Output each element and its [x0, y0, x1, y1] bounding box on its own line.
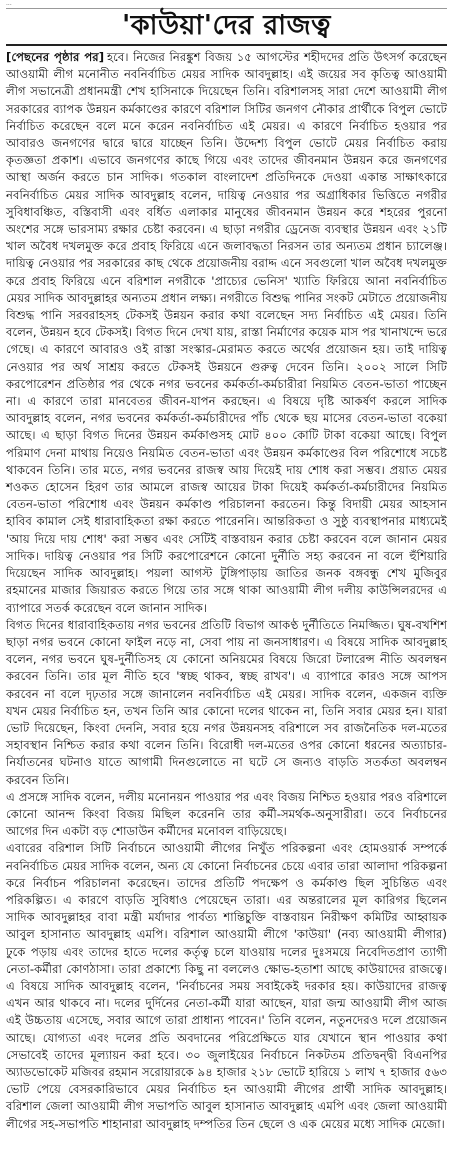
article-paragraph: [6, 49, 447, 617]
previous-article-strip: ...: [6, 0, 447, 9]
paragraph-text: হবে। নিজের নিরঙ্কুশ বিজয় ১৫ আগস্টের শহীদদের প্রতি উৎসর্গ করেছেন আওয়ামী লীগ মনোনীত নবনির্বাচিত মেয়র সাদিক আবদুল্লাহ। এই জয়ের সব কৃতিত্ব আওয়ামী লীগ সভানেত্রী প্রধানমন্ত্রী শেখ হাসিনাকে দিয়েছেন তিনি। বরিশালসহ সারা দেশে আওয়ামী লীগ সরকারের ব্যাপক উন্নয়ন কর্মকাণ্ডের কারণে বরিশাল সিটির জনগণ নৌকার প্রার্থীকে বিপুল ভোটে নির্বাচিত করেছেন বলে মনে করেন নবনির্বাচিত এই মেয়র। এ কারণে নির্বাচিত হওয়ার পর আবারও জনগণের দ্বারে দ্বারে যাচ্ছেন তিনি। উদ্দেশ্য বিপুল ভোটে মেয়র নির্বাচিত করায় কৃতজ্ঞতা প্রকাশ। এভাবে জনগণের কাছে গিয়ে এবং তাদের জীবনমান উন্নয়ন করে জনগণের আস্থা অর্জন করতে চান সাদিক। গতকাল বাংলাদেশ প্রতিদিনকে দেওয়া একান্ত সাক্ষাৎকারে নবনির্বাচিত মেয়র সাদিক আবদুল্লাহ বলেন, দায়িত্ব নেওয়ার পর অগ্রাধিকার ভিত্তিতে নগরীর সুবিধাবঞ্চিত, বস্তিবাসী এবং বর্ধিত এলাকার মানুষের জীবনমান উন্নয়ন করে শহরের পুরনো অংশের সঙ্গে ভারসাম্য রক্ষার চেষ্টা করবেন। এ ছাড়া নগরীর ড্রেনেজ ব্যবস্থার উন্নয়ন এবং ২১টি খাল অবৈধ দখলমুক্ত করে প্রবাহ ফিরিয়ে এনে জলাবদ্ধতা নিরসন তার অন্যতম প্রধান চ্যালেঞ্জ। দায়িত্ব নেওয়ার পর সরকারের কাছ থেকে প্রয়োজনীয় বরাদ্দ এনে সবগুলো খাল অবৈধ দখলমুক্ত করে প্রবাহ ফিরিয়ে এনে বরিশাল নগরীকে 'প্রাচ্যের ভেনিস' খ্যাতি ফিরিয়ে আনা নবনির্বাচিত মেয়র সাদিক আবদুল্লাহর অন্যতম প্রধান লক্ষ্য। নগরীতে বিশুদ্ধ পানির সংকট মেটাতে প্রয়োজনীয় বিশুদ্ধ পানি সরবরাহসহ টেকসই উন্নয়ন করার কথা বলেছেন সদ্য নির্বাচিত এই মেয়র। তিনি বলেন, উন্নয়ন হবে টেকসই। বিগত দিনে দেখা যায়, রাস্তা নির্মাণের কয়েক মাস পর খানাখন্দে ভরে গেছে। এ কারণে আবারও ওই রাস্তা সংস্কার-মেরামত করতে অর্থের প্রয়োজন হয়। তাই দায়িত্ব নেওয়ার পর অর্থ সাশ্রয় করতে টেকসই উন্নয়নে গুরুত্ব দেবেন তিনি। ২০০২ সালে সিটি করপোরেশন প্রতিষ্ঠার পর থেকে নগর ভবনের কর্মকর্তা-কর্মচারীরা নিয়মিত বেতন-ভাতা পাচ্ছেন না। এ কারণে তারা মানবেতর জীবন-যাপন করছেন। এ বিষয়ে দৃষ্টি আকর্ষণ করলে সাদিক আবদুল্লাহ বলেন, নগর ভবনের কর্মকর্তা-কর্মচারীদের পাঁচ থেকে ছয় মাসের বেতন-ভাতা বকেয়া আছে। এ ছাড়া বিগত দিনের উন্নয়ন কর্মকাণ্ডসহ মোট ৪০০ কোটি টাকা বকেয়া আছে। বিপুল পরিমাণ দেনা মাথায় নিয়েও নিয়মিত বেতন-ভাতা এবং উন্নয়ন কর্মকাণ্ডের বিল পরিশোধে সচেষ্ট থাকবেন তিনি। তার মতে, নগর ভবনের রাজস্ব আয় দিয়েই দায় শোধ করা সম্ভব। প্রয়াত মেয়র শওকত হোসেন হিরণ তার আমলে রাজস্ব আয়ের টাকা দিয়েই কর্মকর্তা-কর্মচারীদের নিয়মিত বেতন-ভাতা পরিশোধ এবং উন্নয়ন কর্মকাণ্ড পরিচালনা করতেন। কিন্তু বিদায়ী মেয়র আহসান হাবিব কামাল সেই ধারাবাহিকতা রক্ষা করতে পারেননি। আন্তরিকতা ও সুষ্ঠু ব্যবস্থাপনার মাধ্যমেই 'আয় দিয়ে দায় শোধ' করা সম্ভব এবং সেটিই বাস্তবায়ন করার চেষ্টা করবেন বলে জানান মেয়র সাদিক। দায়িত্ব নেওয়ার পর সিটি করপোরেশনে কোনো দুর্নীতি সহ্য করবেন না বলে হুঁশিয়ারি দিয়েছেন সাদিক আবদুল্লাহ। পয়লা আগস্ট টুঙ্গিপাড়ায় জাতির জনক বঙ্গবন্ধু শেখ মুজিবুর রহমানের মাজার জিয়ারত করতে গিয়ে তার সঙ্গে থাকা আওয়ামী লীগ দলীয় কাউন্সিলরদের এ ব্যাপারে সতর্ক করেছেন বলে জানান সাদিক।: [6, 50, 447, 615]
headline: 'কাউয়া'দের রাজত্ব: [122, 10, 331, 41]
article-paragraph: এবারের বরিশাল সিটি নির্বাচনে আওয়ামী লীগের নিখুঁত পরিকল্পনা এবং হোমওয়ার্ক সম্পর্কে নবনির্বাচিত মেয়র সাদিক বলেন, অন্য যে কোনো নির্বাচনের চেয়ে এবার তারা আলাদা পরিকল্পনা করে নির্বাচন পরিচালনা করেছেন। তাদের প্রতিটি পদক্ষেপ ও কর্মকাণ্ড ছিল সুচিন্তিত এবং পরিকল্পিত। এ কারণে বাড়তি সুবিধাও পেয়েছেন তারা। এর অন্তরালের মূল কারিগর ছিলেন সাদিক আবদুল্লাহর বাবা মন্ত্রী মর্যাদার পার্বত্য শান্তিচুক্তি বাস্তবায়ন নিরীক্ষণ কমিটির আহ্বায়ক আবুল হাসানাত আবদুল্লাহ এমপি। বরিশাল আওয়ামী লীগে 'কাউয়া' (নব্য আওয়ামী লীগার) ঢুকে পড়ায় এবং তাদের হাতে দলের কর্তৃত্ব চলে যাওয়ায় দলের দুঃসময়ে নিবেদিতপ্রাণ ত্যাগী নেতা-কর্মীরা কোণঠাসা। তারা প্রকাশ্যে কিছু না বললেও ক্ষোভ-হতাশা আছে কাউয়াদের রাজত্বে। এ বিষয়ে সাদিক আবদুল্লাহ বলেন, 'নির্বাচনের সময় সবাইকেই দরকার হয়। কাউয়াদের রাজত্ব এখন আর থাকবে না। দলের দুর্দিনের নেতা-কর্মী যারা আছেন, যারা জন্ম আওয়ামী লীগ আজ এই উচ্চতায় এসেছে, সবার আগে তারা প্রাধান্য পাবেন।' তিনি বলেন, নতুনদেরও দলে প্রয়োজন আছে। যোগ্যতা এবং দলের প্রতি অবদানের পরিপ্রেক্ষিতে যার যেখানে স্থান পাওয়ার কথা সেভাবেই তাদের মূল্যায়ন করা হবে। ৩০ জুলাইয়ের নির্বাচনে নিকটতম প্রতিদ্বন্দ্বী বিএনপির অ্যাডভোকেট মজিবর রহমান সরোয়ারকে ৯৪ হাজার ২১৮ ভোটে হারিয়ে ১ লাখ ৭ হাজার ৫৬৩ ভোট পেয়ে বেসরকারিভাবে মেয়র নির্বাচিত হন আওয়ামী লীগের প্রার্থী সাদিক আবদুল্লাহ। বরিশাল জেলা আওয়ামী লীগ সভাপতি আবুল হাসানাত আবদুল্লাহ এমপি এবং জেলা আওয়ামী লীগের সহ-সভাপতি শাহানারা আবদুল্লাহ দম্পতির তিন ছেলে ও এক মেয়ের মধ্যে সাদিক মেজো।: [6, 841, 447, 1131]
article-body: [6, 49, 447, 1133]
article-paragraph: বিগত দিনের ধারাবাহিকতায় নগর ভবনের প্রতিটি বিভাগ আকণ্ঠ দুর্নীতিতে নিমজ্জিত। ঘুষ-বখশিশ ছাড়া নগর ভবনে কোনো ফাইল নড়ে না, সেবা পায় না জনসাধারণ। এ বিষয়ে সাদিক আবদুল্লাহ বলেন, নগর ভবনে ঘুষ-দুর্নীতিসহ যে কোনো অনিয়মের বিষয়ে জিরো টলারেন্স নীতি অবলম্বন করবেন তিনি। তার মূল নীতি হবে 'স্বচ্ছ থাকব, স্বচ্ছ রাখব'। এ ব্যাপারে কারও সঙ্গে আপস করবেন না বলে দৃঢ়তার সঙ্গে জানালেন নবনির্বাচিত এই মেয়র। সাদিক বলেন, একজন ব্যক্তি যখন মেয়র নির্বাচিত হন, তখন তিনি আর কোনো দলের থাকেন না, তিনি সবার মেয়র হন। যারা ভোট দিয়েছেন, কিংবা দেননি, সবার হয়ে নগর উন্নয়নসহ বরিশালে সব রাজনৈতিক দল-মতের সহাবস্থান নিশ্চিত করার কথা বলেন তিনি। বিরোধী দল-মতের ওপর কোনো ধরনের অত্যাচার-নির্যাতনের ঘটনাও যাতে আগামী দিনগুলোতে না ঘটে সে জন্যও বাড়তি সতর্কতা অবলম্বন করবেন তিনি।: [6, 617, 447, 787]
headline-divider: [6, 44, 447, 46]
article-paragraph: এ প্রসঙ্গে সাদিক বলেন, দলীয় মনোনয়ন পাওয়ার পর এবং বিজয় নিশ্চিত হওয়ার পরও বরিশালে কোনো আনন্দ কিংবা বিজয় মিছিল করেননি তার কর্মী-সমর্থক-অনুসারীরা। তবে নির্বাচনের আগের দিন একটা বড় শোডাউন কর্মীদের মনোবল বাড়িয়েছে।: [6, 789, 447, 839]
continued-label: [পেছনের পৃষ্ঠার পর]: [6, 50, 105, 64]
